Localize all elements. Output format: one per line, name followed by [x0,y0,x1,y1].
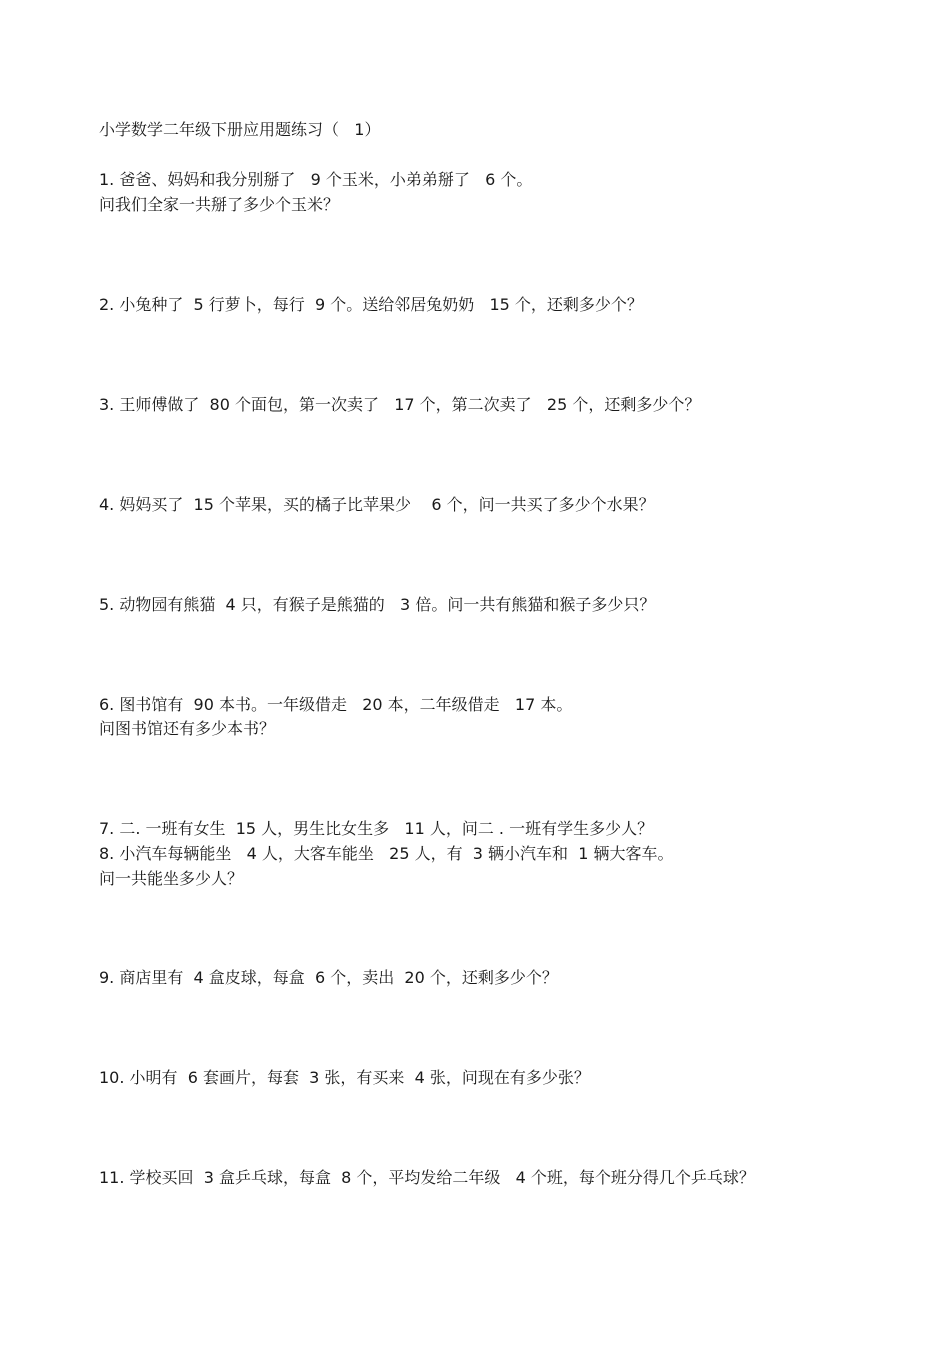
problem-8-line-2: 问一共能坐多少人？ [99,869,244,888]
problem-6-line-2: 问图书馆还有多少本书？ [99,719,276,738]
problem-7: 7. 二. 一班有女生 15 人，男生比女生多 11 人，问二 . 一班有学生多少人？ [99,819,654,838]
problem-6-line-1: 6. 图书馆有 90 本书。一年级借走 20 本，二年级借走 17 本。 [99,695,573,714]
problem-5: 5. 动物园有熊猫 4 只，有猴子是熊猫的 3 倍。问一共有熊猫和猴子多少只？ [99,595,656,614]
problem-8-line-1: 8. 小汽车每辆能坐 4 人，大客车能坐 25 人，有 3 辆小汽车和 1 辆大客车。 [99,844,674,863]
page-title: 小学数学二年级下册应用题练习（ 1） [99,120,381,139]
problem-1-line-1: 1. 爸爸、妈妈和我分别掰了 9 个玉米，小弟弟掰了 6 个。 [99,170,533,189]
problem-4: 4. 妈妈买了 15 个苹果，买的橘子比苹果少 6 个，问一共买了多少个水果？ [99,495,655,514]
problem-9: 9. 商店里有 4 盒皮球，每盒 6 个，卖出 20 个，还剩多少个？ [99,968,558,987]
problem-10: 10. 小明有 6 套画片，每套 3 张，有买来 4 张，问现在有多少张？ [99,1068,590,1087]
problem-1-line-2: 问我们全家一共掰了多少个玉米？ [99,195,340,214]
problem-11: 11. 学校买回 3 盒乒乓球，每盒 8 个，平均发给二年级 4 个班，每个班分得几个乒乓球？ [99,1168,755,1187]
problem-3: 3. 王师傅做了 80 个面包，第一次卖了 17 个，第二次卖了 25 个，还剩多少个？ [99,395,701,414]
problem-2: 2. 小兔种了 5 行萝卜，每行 9 个。送给邻居兔奶奶 15 个，还剩多少个？ [99,295,643,314]
